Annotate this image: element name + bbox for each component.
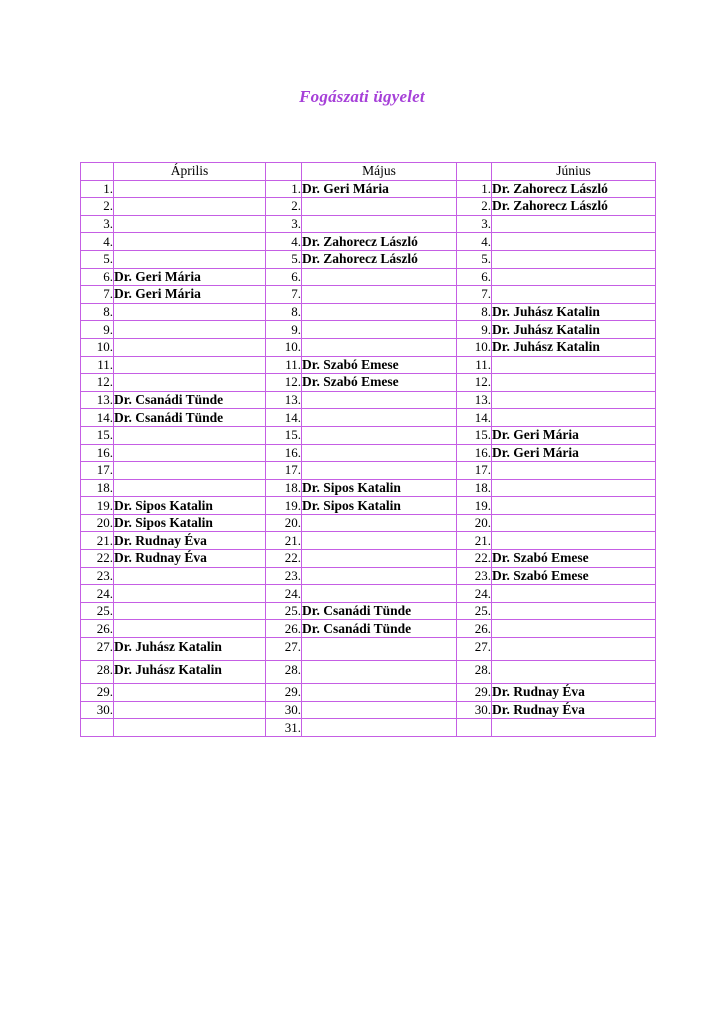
doctor-cell-june: Dr. Szabó Emese: [492, 550, 656, 568]
doctor-cell-may: [302, 532, 457, 550]
day-cell-april: 24.: [81, 585, 114, 603]
header-day-cell-june: [457, 163, 492, 181]
doctor-cell-april: Dr. Sipos Katalin: [114, 514, 266, 532]
table-row: [81, 268, 656, 286]
day-cell-june: 1.: [457, 180, 492, 198]
doctor-cell-may: Dr. Szabó Emese: [302, 356, 457, 374]
table-row: [81, 497, 656, 515]
doctor-cell-april: [114, 701, 266, 719]
day-cell-april: [81, 719, 114, 737]
day-cell-may: 24.: [266, 585, 302, 603]
doctor-cell-may: Dr. Zahorecz László: [302, 233, 457, 251]
day-cell-may: 25.: [266, 602, 302, 620]
day-cell-april: 1.: [81, 180, 114, 198]
doctor-cell-june: [492, 268, 656, 286]
table-row: [81, 514, 656, 532]
doctor-cell-april: Dr. Csanádi Tünde: [114, 391, 266, 409]
doctor-cell-may: [302, 409, 457, 427]
day-cell-june: 22.: [457, 550, 492, 568]
doctor-cell-april: [114, 198, 266, 216]
day-cell-may: 21.: [266, 532, 302, 550]
day-cell-june: 26.: [457, 620, 492, 638]
day-cell-june: 16.: [457, 444, 492, 462]
day-cell-april: 2.: [81, 198, 114, 216]
doctor-cell-may: Dr. Zahorecz László: [302, 250, 457, 268]
doctor-cell-june: Dr. Zahorecz László: [492, 198, 656, 216]
doctor-cell-may: [302, 303, 457, 321]
doctor-cell-april: [114, 620, 266, 638]
day-cell-may: 11.: [266, 356, 302, 374]
doctor-cell-may: [302, 514, 457, 532]
table-row: [81, 719, 656, 737]
doctor-cell-june: [492, 638, 656, 661]
header-row: [81, 163, 656, 181]
day-cell-june: 20.: [457, 514, 492, 532]
doctor-cell-may: [302, 567, 457, 585]
doctor-cell-may: [302, 701, 457, 719]
header-day-cell-may: [266, 163, 302, 181]
day-cell-april: 29.: [81, 684, 114, 702]
doctor-cell-april: [114, 215, 266, 233]
day-cell-may: 8.: [266, 303, 302, 321]
doctor-cell-april: [114, 585, 266, 603]
day-cell-june: 10.: [457, 338, 492, 356]
doctor-cell-june: [492, 409, 656, 427]
doctor-cell-may: [302, 426, 457, 444]
day-cell-april: 19.: [81, 497, 114, 515]
doctor-cell-may: [302, 462, 457, 480]
day-cell-june: 4.: [457, 233, 492, 251]
schedule-body: [81, 180, 656, 736]
day-cell-april: 3.: [81, 215, 114, 233]
table-row: [81, 409, 656, 427]
day-cell-april: 7.: [81, 286, 114, 304]
doctor-cell-may: Dr. Szabó Emese: [302, 374, 457, 392]
day-cell-may: 3.: [266, 215, 302, 233]
doctor-cell-june: [492, 532, 656, 550]
day-cell-june: 3.: [457, 215, 492, 233]
day-cell-april: 23.: [81, 567, 114, 585]
doctor-cell-may: [302, 391, 457, 409]
doctor-cell-may: [302, 268, 457, 286]
doctor-cell-april: [114, 602, 266, 620]
doctor-cell-april: [114, 719, 266, 737]
day-cell-may: 14.: [266, 409, 302, 427]
table-row: [81, 198, 656, 216]
doctor-cell-may: [302, 198, 457, 216]
table-row: [81, 215, 656, 233]
doctor-cell-june: Dr. Juhász Katalin: [492, 321, 656, 339]
day-cell-april: 16.: [81, 444, 114, 462]
day-cell-may: 30.: [266, 701, 302, 719]
doctor-cell-june: Dr. Geri Mária: [492, 444, 656, 462]
doctor-cell-april: [114, 479, 266, 497]
day-cell-april: 5.: [81, 250, 114, 268]
doctor-cell-may: [302, 444, 457, 462]
day-cell-june: 19.: [457, 497, 492, 515]
day-cell-may: 2.: [266, 198, 302, 216]
day-cell-may: 15.: [266, 426, 302, 444]
day-cell-april: 22.: [81, 550, 114, 568]
day-cell-may: 22.: [266, 550, 302, 568]
table-row: [81, 567, 656, 585]
table-row: [81, 374, 656, 392]
doctor-cell-april: [114, 684, 266, 702]
day-cell-june: 30.: [457, 701, 492, 719]
doctor-cell-april: Dr. Sipos Katalin: [114, 497, 266, 515]
doctor-cell-april: [114, 338, 266, 356]
doctor-cell-june: [492, 286, 656, 304]
doctor-cell-april: [114, 250, 266, 268]
doctor-cell-may: Dr. Sipos Katalin: [302, 497, 457, 515]
doctor-cell-april: Dr. Csanádi Tünde: [114, 409, 266, 427]
day-cell-june: 28.: [457, 661, 492, 684]
doctor-cell-may: [302, 321, 457, 339]
day-cell-april: 25.: [81, 602, 114, 620]
doctor-cell-june: [492, 620, 656, 638]
month-header-april: Április: [114, 163, 266, 181]
table-row: [81, 701, 656, 719]
day-cell-june: 14.: [457, 409, 492, 427]
day-cell-april: 12.: [81, 374, 114, 392]
doctor-cell-june: [492, 391, 656, 409]
day-cell-may: 27.: [266, 638, 302, 661]
day-cell-april: 27.: [81, 638, 114, 661]
day-cell-april: 14.: [81, 409, 114, 427]
day-cell-april: 13.: [81, 391, 114, 409]
day-cell-april: 6.: [81, 268, 114, 286]
doctor-cell-april: Dr. Juhász Katalin: [114, 638, 266, 661]
day-cell-april: 4.: [81, 233, 114, 251]
doctor-cell-june: [492, 233, 656, 251]
doctor-cell-april: Dr. Geri Mária: [114, 286, 266, 304]
day-cell-june: 9.: [457, 321, 492, 339]
day-cell-june: 18.: [457, 479, 492, 497]
day-cell-april: 20.: [81, 514, 114, 532]
page-title: Fogászati ügyelet: [299, 87, 425, 106]
table-row: [81, 620, 656, 638]
doctor-cell-june: Dr. Rudnay Éva: [492, 701, 656, 719]
day-cell-june: 25.: [457, 602, 492, 620]
day-cell-april: 30.: [81, 701, 114, 719]
table-row: [81, 180, 656, 198]
day-cell-june: 6.: [457, 268, 492, 286]
doctor-cell-june: [492, 356, 656, 374]
doctor-cell-june: Dr. Zahorecz László: [492, 180, 656, 198]
day-cell-june: 15.: [457, 426, 492, 444]
doctor-cell-june: Dr. Geri Mária: [492, 426, 656, 444]
day-cell-may: 28.: [266, 661, 302, 684]
day-cell-april: 9.: [81, 321, 114, 339]
doctor-cell-june: Dr. Juhász Katalin: [492, 338, 656, 356]
doctor-cell-june: [492, 374, 656, 392]
day-cell-may: 5.: [266, 250, 302, 268]
day-cell-may: 19.: [266, 497, 302, 515]
schedule-table: [80, 162, 656, 737]
day-cell-may: 9.: [266, 321, 302, 339]
day-cell-april: 28.: [81, 661, 114, 684]
day-cell-june: 8.: [457, 303, 492, 321]
doctor-cell-may: [302, 684, 457, 702]
doctor-cell-may: Dr. Csanádi Tünde: [302, 602, 457, 620]
day-cell-april: 26.: [81, 620, 114, 638]
doctor-cell-june: [492, 497, 656, 515]
header-day-cell-april: [81, 163, 114, 181]
doctor-cell-may: [302, 719, 457, 737]
doctor-cell-april: Dr. Rudnay Éva: [114, 550, 266, 568]
day-cell-may: 4.: [266, 233, 302, 251]
day-cell-june: 2.: [457, 198, 492, 216]
doctor-cell-june: [492, 215, 656, 233]
table-row: [81, 250, 656, 268]
day-cell-june: 29.: [457, 684, 492, 702]
table-row: [81, 602, 656, 620]
day-cell-june: 12.: [457, 374, 492, 392]
table-row: [81, 462, 656, 480]
day-cell-may: 10.: [266, 338, 302, 356]
doctor-cell-june: [492, 661, 656, 684]
doctor-cell-april: [114, 321, 266, 339]
day-cell-june: 7.: [457, 286, 492, 304]
day-cell-may: 29.: [266, 684, 302, 702]
day-cell-may: 13.: [266, 391, 302, 409]
doctor-cell-april: Dr. Rudnay Éva: [114, 532, 266, 550]
table-row: [81, 338, 656, 356]
day-cell-may: 17.: [266, 462, 302, 480]
day-cell-june: 23.: [457, 567, 492, 585]
table-row: [81, 479, 656, 497]
table-row: [81, 233, 656, 251]
table-row: [81, 286, 656, 304]
doctor-cell-may: [302, 338, 457, 356]
doctor-cell-april: [114, 444, 266, 462]
doctor-cell-june: [492, 719, 656, 737]
doctor-cell-may: Dr. Csanádi Tünde: [302, 620, 457, 638]
doctor-cell-june: [492, 479, 656, 497]
doctor-cell-june: [492, 602, 656, 620]
day-cell-june: 17.: [457, 462, 492, 480]
table-row: [81, 426, 656, 444]
doctor-cell-june: [492, 462, 656, 480]
doctor-cell-may: [302, 585, 457, 603]
day-cell-may: 31.: [266, 719, 302, 737]
doctor-cell-june: [492, 514, 656, 532]
month-header-may: Május: [302, 163, 457, 181]
day-cell-may: 20.: [266, 514, 302, 532]
day-cell-may: 7.: [266, 286, 302, 304]
doctor-cell-april: [114, 462, 266, 480]
doctor-cell-june: Dr. Szabó Emese: [492, 567, 656, 585]
day-cell-june: 13.: [457, 391, 492, 409]
day-cell-june: 5.: [457, 250, 492, 268]
table-row: [81, 638, 656, 661]
doctor-cell-june: [492, 585, 656, 603]
day-cell-june: 24.: [457, 585, 492, 603]
table-row: [81, 684, 656, 702]
day-cell-june: 11.: [457, 356, 492, 374]
doctor-cell-may: [302, 286, 457, 304]
day-cell-may: 18.: [266, 479, 302, 497]
doctor-cell-may: [302, 215, 457, 233]
doctor-cell-april: [114, 303, 266, 321]
doctor-cell-june: [492, 250, 656, 268]
day-cell-april: 11.: [81, 356, 114, 374]
day-cell-april: 18.: [81, 479, 114, 497]
day-cell-may: 12.: [266, 374, 302, 392]
table-row: [81, 303, 656, 321]
day-cell-may: 1.: [266, 180, 302, 198]
doctor-cell-may: Dr. Sipos Katalin: [302, 479, 457, 497]
doctor-cell-april: [114, 180, 266, 198]
day-cell-june: 21.: [457, 532, 492, 550]
doctor-cell-may: [302, 661, 457, 684]
table-row: [81, 391, 656, 409]
doctor-cell-may: Dr. Geri Mária: [302, 180, 457, 198]
table-row: [81, 321, 656, 339]
table-row: [81, 585, 656, 603]
day-cell-june: [457, 719, 492, 737]
table-row: [81, 532, 656, 550]
table-row: [81, 356, 656, 374]
day-cell-may: 23.: [266, 567, 302, 585]
month-header-june: Június: [492, 163, 656, 181]
day-cell-april: 15.: [81, 426, 114, 444]
day-cell-june: 27.: [457, 638, 492, 661]
day-cell-may: 16.: [266, 444, 302, 462]
doctor-cell-april: [114, 567, 266, 585]
table-row: [81, 444, 656, 462]
doctor-cell-april: Dr. Geri Mária: [114, 268, 266, 286]
day-cell-april: 10.: [81, 338, 114, 356]
day-cell-april: 8.: [81, 303, 114, 321]
day-cell-april: 17.: [81, 462, 114, 480]
doctor-cell-april: [114, 233, 266, 251]
doctor-cell-june: Dr. Rudnay Éva: [492, 684, 656, 702]
table-row: [81, 550, 656, 568]
doctor-cell-may: [302, 550, 457, 568]
day-cell-april: 21.: [81, 532, 114, 550]
table-row: [81, 661, 656, 684]
doctor-cell-may: [302, 638, 457, 661]
doctor-cell-april: [114, 426, 266, 444]
day-cell-may: 26.: [266, 620, 302, 638]
doctor-cell-june: Dr. Juhász Katalin: [492, 303, 656, 321]
day-cell-may: 6.: [266, 268, 302, 286]
doctor-cell-april: Dr. Juhász Katalin: [114, 661, 266, 684]
doctor-cell-april: [114, 374, 266, 392]
doctor-cell-april: [114, 356, 266, 374]
